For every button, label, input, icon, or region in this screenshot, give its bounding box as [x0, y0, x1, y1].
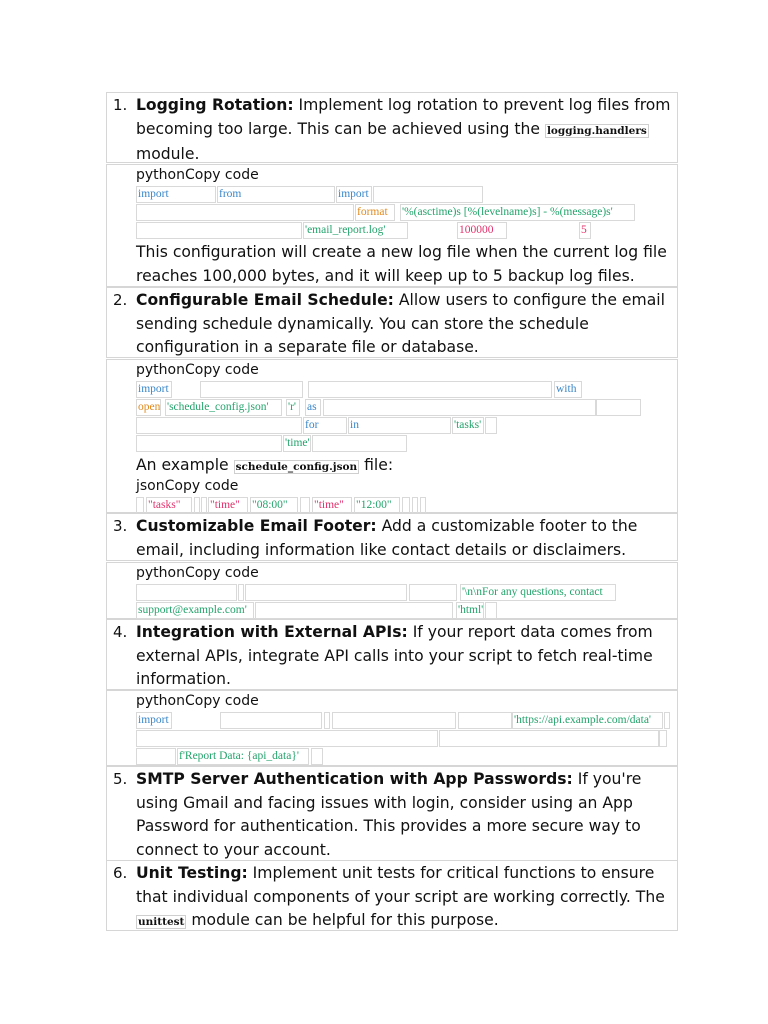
item-number: 2. [113, 291, 128, 309]
code-token [324, 712, 330, 729]
code-token: "time" [312, 497, 352, 514]
item-number: 1. [113, 96, 128, 114]
item-paragraph: Logging Rotation: Implement log rotation to prevent log files from becoming too large. This can be achieved using the logging.handlers module. [136, 96, 671, 163]
code-token: 'r' [286, 399, 300, 416]
code-token: with [554, 381, 582, 398]
code-token: 5 [579, 222, 591, 239]
item-title: Customizable Email Footer: [136, 517, 377, 535]
list-item-3 [106, 513, 678, 561]
code-token [596, 399, 641, 416]
code-token [409, 584, 457, 601]
code-token [311, 748, 323, 765]
code-token [201, 497, 207, 514]
code-token: f'Report Data: {api_data}' [177, 748, 309, 765]
code-token: import [136, 186, 216, 203]
code-token: "12:00" [354, 497, 400, 514]
inline-code: unittest [138, 916, 185, 928]
code-token: support@example.com' [136, 602, 254, 619]
code-token [332, 712, 456, 729]
list-item-6 [106, 860, 678, 931]
document-page [106, 92, 678, 931]
code-token [200, 381, 303, 398]
code-token [136, 435, 282, 452]
code-token [485, 602, 497, 619]
code-token [136, 417, 302, 434]
item-title: Unit Testing: [136, 864, 248, 882]
code-token: '\n\nFor any questions, contact [460, 584, 616, 601]
code-token [664, 712, 670, 729]
code-token: open [136, 399, 161, 416]
inline-code: logging.handlers [546, 124, 647, 137]
code-token [245, 584, 407, 601]
code-token: 'tasks' [452, 417, 484, 434]
code-token [412, 497, 418, 514]
code-token [659, 730, 667, 747]
code-token [220, 712, 322, 729]
code-token [308, 381, 552, 398]
item-paragraph: Unit Testing: Implement unit tests for critical functions to ensure that individual components of your script are working correctly. The unittest module can be helpful for this purpose. [136, 864, 665, 929]
code-label: pythonCopy code [136, 167, 259, 183]
item-title: SMTP Server Authentication with App Passwords: [136, 770, 573, 788]
item-number: 4. [113, 623, 128, 641]
code-token: "08:00" [250, 497, 298, 514]
item-title: Configurable Email Schedule: [136, 291, 394, 309]
item-paragraph: Configurable Email Schedule: Allow users to configure the email sending schedule dynamically. You can store the schedule configuration in a separate file or database. [136, 291, 665, 356]
code-token [323, 399, 596, 416]
item-paragraph: An example schedule_config.json file: [136, 456, 394, 474]
code-token [439, 730, 659, 747]
code-token [194, 497, 200, 514]
code-token: 'email_report.log' [303, 222, 408, 239]
item-paragraph: Customizable Email Footer: Add a customizable footer to the email, including information like contact details or disclaimers. [136, 517, 638, 559]
list-item-2 [106, 287, 678, 358]
code-token: 'https://api.example.com/data' [512, 712, 663, 729]
code-label: pythonCopy code [136, 565, 259, 581]
code-token: import [336, 186, 372, 203]
list-item-4 [106, 619, 678, 690]
code-token [136, 222, 302, 239]
code-token [238, 584, 244, 601]
item-paragraph: Integration with External APIs: If your report data comes from external APIs, integrate API calls into your script to fetch real-time information. [136, 623, 653, 688]
code-block-3 [106, 562, 678, 619]
code-token [136, 204, 354, 221]
code-token: import [136, 712, 172, 729]
code-token: '%(asctime)s [%(levelname)s] - %(message)s' [400, 204, 635, 221]
item-title: Logging Rotation: [136, 96, 294, 114]
code-token [312, 435, 407, 452]
item-paragraph: SMTP Server Authentication with App Passwords: If you're using Gmail and facing issues with login, consider using an App Password for authentication. This provides a more secure way to connect to your account. [136, 770, 642, 859]
code-token [485, 417, 497, 434]
code-token: as [305, 399, 321, 416]
code-token: "tasks" [146, 497, 192, 514]
code-label: pythonCopy code [136, 362, 259, 378]
code-token [402, 497, 410, 514]
list-item-5 [106, 766, 678, 861]
item-number: 5. [113, 770, 128, 788]
code-label: jsonCopy code [136, 478, 239, 494]
code-label: pythonCopy code [136, 693, 259, 709]
item-paragraph: This configuration will create a new log file when the current log file reaches 100,000 bytes, and it will keep up to 5 backup log files. [136, 243, 667, 285]
list-item-1 [106, 92, 678, 163]
code-token [136, 497, 144, 514]
code-token: in [348, 417, 451, 434]
code-token: for [303, 417, 347, 434]
code-token: from [217, 186, 335, 203]
item-number: 3. [113, 517, 128, 535]
code-token [255, 602, 453, 619]
code-block-2 [106, 359, 678, 513]
code-token [420, 497, 426, 514]
item-number: 6. [113, 864, 128, 882]
code-token [300, 497, 310, 514]
code-token [136, 730, 438, 747]
code-token: 100000 [457, 222, 507, 239]
code-token [373, 186, 483, 203]
item-title: Integration with External APIs: [136, 623, 408, 641]
code-block-4 [106, 690, 678, 766]
code-token: 'html' [456, 602, 484, 619]
code-token [458, 712, 512, 729]
code-token: 'schedule_config.json' [165, 399, 282, 416]
code-token [136, 748, 176, 765]
code-token: 'time' [283, 435, 311, 452]
inline-code: schedule_config.json [235, 461, 358, 473]
code-token [136, 584, 237, 601]
code-block-1 [106, 164, 678, 287]
code-token: format [355, 204, 395, 221]
code-token: "time" [208, 497, 248, 514]
code-token: import [136, 381, 172, 398]
